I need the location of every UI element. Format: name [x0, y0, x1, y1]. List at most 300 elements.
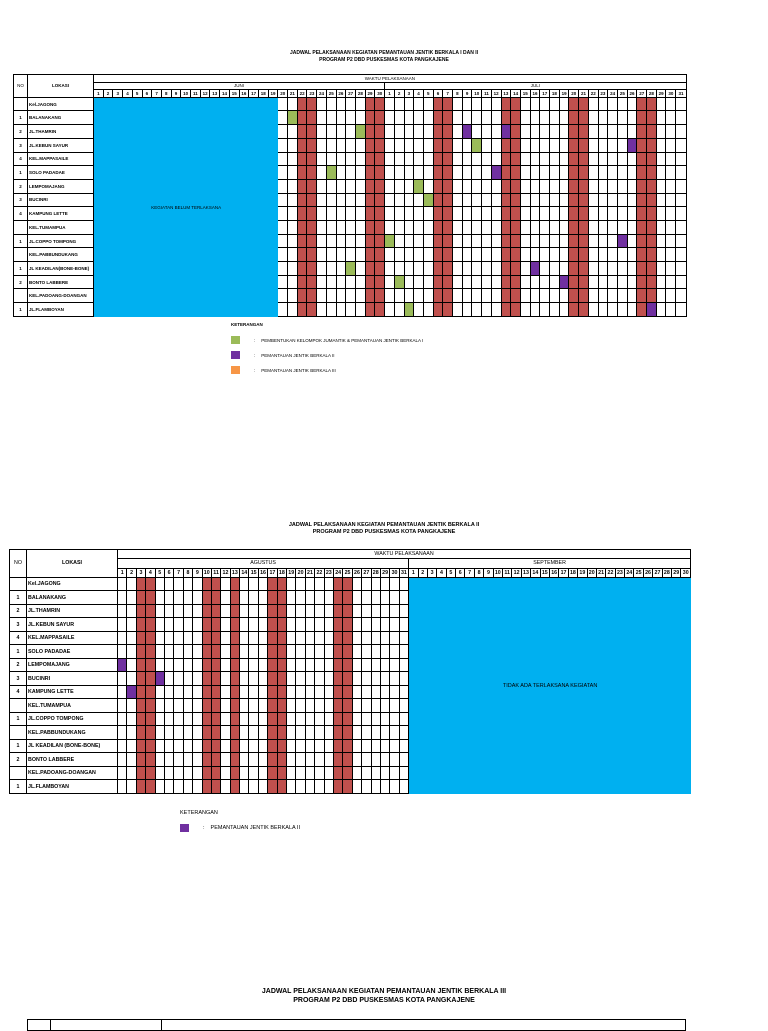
day-cell [414, 193, 424, 207]
day-cell [240, 631, 249, 645]
day-cell [617, 166, 627, 180]
day-cell [297, 262, 307, 276]
day-cell [598, 220, 608, 234]
day-cell [559, 179, 569, 193]
day-cell [287, 631, 296, 645]
day-cell [540, 289, 550, 303]
day-cell [287, 726, 296, 740]
day-cell [362, 753, 371, 767]
day-cell [453, 234, 463, 248]
day-cell [559, 275, 569, 289]
day-cell [183, 645, 192, 659]
day-cell [193, 618, 202, 632]
day-cell [608, 111, 618, 125]
row-no: 2 [10, 753, 27, 767]
day-cell [491, 262, 501, 276]
legend-swatch [231, 351, 240, 359]
day-cell [288, 152, 298, 166]
day-cell [404, 220, 414, 234]
day-cell [462, 193, 472, 207]
day-cell [174, 780, 183, 794]
row-lokasi: JL.KEBUN SAYUR [27, 618, 118, 632]
day-cell [608, 97, 618, 111]
day-number: 14 [532, 569, 539, 576]
day-cell [530, 303, 540, 317]
day-cell [617, 234, 627, 248]
day-cell [355, 111, 365, 125]
day-cell [491, 234, 501, 248]
day-cell [462, 166, 472, 180]
day-cell [288, 193, 298, 207]
schedule-2-title-line-1: JADWAL PELAKSANAAN KEGIATAN PEMANTAUAN JENTIK BERKALA II [288, 522, 480, 528]
day-cell [336, 234, 346, 248]
day-cell [550, 111, 560, 125]
col-no-header: NO [14, 75, 28, 98]
day-cell [155, 780, 164, 794]
day-cell [136, 780, 145, 794]
day-cell [305, 631, 314, 645]
day-number: 22 [607, 569, 614, 576]
day-cell [333, 618, 342, 632]
day-cell [423, 275, 433, 289]
day-number: 29 [656, 90, 666, 98]
row-no: 3 [10, 618, 27, 632]
day-cell [317, 275, 327, 289]
day-cell [326, 262, 336, 276]
day-cell [146, 672, 155, 686]
day-cell [230, 685, 239, 699]
day-cell [390, 658, 399, 672]
col-no-header: NO [10, 550, 27, 578]
day-cell [315, 645, 324, 659]
day-cell [326, 97, 336, 111]
day-cell [390, 604, 399, 618]
day-number: 17 [560, 569, 567, 576]
day-cell [371, 766, 380, 780]
day-cell [336, 303, 346, 317]
day-number: 25 [326, 90, 336, 98]
day-cell [647, 125, 657, 139]
day-number: 23 [598, 90, 608, 98]
day-cell [433, 303, 443, 317]
day-cell [249, 631, 258, 645]
schedule-2-title [0, 522, 768, 537]
day-cell [550, 125, 560, 139]
day-cell [676, 111, 687, 125]
day-cell [297, 234, 307, 248]
day-cell [617, 207, 627, 221]
day-cell [343, 645, 352, 659]
day-cell [598, 248, 608, 262]
day-cell [296, 766, 305, 780]
day-cell [249, 591, 258, 605]
day-cell [333, 658, 342, 672]
day-cell [627, 234, 637, 248]
day-cell [307, 262, 317, 276]
day-cell [501, 289, 511, 303]
day-number: 4 [123, 90, 133, 98]
day-cell [559, 125, 569, 139]
day-cell [317, 262, 327, 276]
day-number: 11 [504, 569, 511, 576]
day-cell [221, 645, 230, 659]
day-cell [371, 726, 380, 740]
day-cell [346, 138, 356, 152]
day-cell [268, 766, 277, 780]
day-cell [404, 166, 414, 180]
day-number: 16 [530, 90, 540, 98]
day-cell [569, 248, 579, 262]
day-cell [647, 166, 657, 180]
day-cell [343, 618, 352, 632]
day-cell [569, 303, 579, 317]
day-cell [315, 739, 324, 753]
day-cell [174, 631, 183, 645]
day-cell [550, 207, 560, 221]
day-cell [324, 658, 333, 672]
day-cell [550, 138, 560, 152]
day-cell [297, 220, 307, 234]
day-number: 30 [375, 90, 385, 98]
day-cell [491, 275, 501, 289]
day-cell [315, 672, 324, 686]
day-cell [579, 234, 589, 248]
day-cell [202, 766, 211, 780]
row-lokasi: JL.FLAMBOYAN [28, 303, 94, 317]
day-cell [530, 248, 540, 262]
day-cell [362, 631, 371, 645]
day-cell [146, 618, 155, 632]
day-cell [297, 275, 307, 289]
day-cell [520, 166, 530, 180]
day-cell [375, 179, 385, 193]
day-cell [346, 207, 356, 221]
day-cell [617, 220, 627, 234]
day-cell [127, 739, 136, 753]
day-cell [336, 262, 346, 276]
day-cell [559, 138, 569, 152]
day-cell [240, 658, 249, 672]
day-number: 9 [462, 90, 472, 98]
day-cell [221, 658, 230, 672]
day-cell [501, 303, 511, 317]
day-cell [453, 152, 463, 166]
day-cell [530, 234, 540, 248]
day-cell [211, 712, 220, 726]
day-cell [352, 780, 361, 794]
day-number: 27 [637, 90, 647, 98]
day-cell [346, 193, 356, 207]
row-no [14, 97, 28, 111]
day-cell [462, 220, 472, 234]
day-cell [559, 220, 569, 234]
day-cell [399, 766, 408, 780]
day-cell [385, 125, 395, 139]
day-cell [617, 303, 627, 317]
day-cell [296, 685, 305, 699]
day-number: 12 [513, 569, 520, 576]
day-cell [569, 234, 579, 248]
day-cell [202, 618, 211, 632]
day-cell [297, 97, 307, 111]
day-cell [336, 289, 346, 303]
day-number: 9 [484, 568, 493, 577]
day-cell [627, 303, 637, 317]
day-cell [656, 275, 666, 289]
day-cell [346, 97, 356, 111]
day-cell [676, 303, 687, 317]
day-cell [588, 152, 598, 166]
schedule-1-title-line-2: PROGRAM P2 DBD PUSKESMAS KOTA PANGKAJENE [319, 56, 449, 63]
day-cell [453, 289, 463, 303]
day-cell [482, 138, 492, 152]
day-cell [365, 166, 375, 180]
day-cell [404, 289, 414, 303]
day-cell [637, 179, 647, 193]
day-cell [288, 138, 298, 152]
day-cell [656, 248, 666, 262]
day-cell [155, 685, 164, 699]
day-cell [472, 234, 482, 248]
day-cell [390, 780, 399, 794]
day-cell [202, 672, 211, 686]
day-cell [333, 780, 342, 794]
day-cell [193, 672, 202, 686]
day-cell [355, 179, 365, 193]
day-cell [202, 658, 211, 672]
day-cell [324, 699, 333, 713]
day-cell [315, 631, 324, 645]
day-cell [305, 780, 314, 794]
day-cell [296, 780, 305, 794]
day-cell [530, 193, 540, 207]
day-cell [385, 166, 395, 180]
day-cell [211, 631, 220, 645]
day-cell [118, 658, 127, 672]
day-cell [307, 234, 317, 248]
day-cell [423, 303, 433, 317]
day-number: 11 [191, 90, 201, 98]
day-cell [540, 166, 550, 180]
day-cell [324, 672, 333, 686]
day-cell [380, 591, 389, 605]
day-cell [136, 591, 145, 605]
day-cell [296, 712, 305, 726]
day-cell [375, 152, 385, 166]
day-cell [324, 591, 333, 605]
row-no: 2 [10, 604, 27, 618]
day-cell [221, 631, 230, 645]
day-cell [511, 152, 521, 166]
day-cell [317, 207, 327, 221]
day-cell [520, 207, 530, 221]
day-cell [136, 604, 145, 618]
day-number: 13 [501, 90, 511, 98]
day-cell [472, 289, 482, 303]
day-cell [511, 138, 521, 152]
day-cell [647, 289, 657, 303]
day-cell [598, 138, 608, 152]
day-cell [472, 303, 482, 317]
day-cell [240, 753, 249, 767]
row-no: 3 [14, 138, 28, 152]
day-number: 27 [363, 569, 370, 576]
day-cell [380, 699, 389, 713]
day-cell [315, 766, 324, 780]
row-lokasi: JL.THAMRIN [27, 604, 118, 618]
day-cell [627, 207, 637, 221]
day-cell [520, 179, 530, 193]
day-cell [371, 753, 380, 767]
day-cell [423, 97, 433, 111]
day-cell [404, 138, 414, 152]
day-number: 4 [414, 90, 424, 98]
day-cell [183, 766, 192, 780]
day-cell [155, 726, 164, 740]
day-cell [627, 97, 637, 111]
day-cell [118, 631, 127, 645]
row-no: 1 [10, 739, 27, 753]
day-cell [315, 618, 324, 632]
day-cell [588, 166, 598, 180]
day-cell [343, 672, 352, 686]
day-cell [365, 248, 375, 262]
day-cell [627, 262, 637, 276]
day-cell [230, 577, 239, 591]
day-number: 19 [579, 569, 586, 576]
day-cell [155, 631, 164, 645]
day-cell [336, 125, 346, 139]
day-cell [240, 672, 249, 686]
day-cell [380, 766, 389, 780]
day-cell [656, 193, 666, 207]
waktu-pelaksanaan-header: WAKTU PELAKSANAAN [94, 75, 687, 83]
day-cell [637, 234, 647, 248]
day-cell [511, 262, 521, 276]
day-cell [127, 685, 136, 699]
day-number: 14 [241, 569, 248, 576]
day-cell [315, 685, 324, 699]
day-cell [193, 753, 202, 767]
day-cell [315, 726, 324, 740]
day-cell [307, 289, 317, 303]
day-cell [404, 275, 414, 289]
day-number: 3 [427, 568, 436, 577]
day-cell [559, 248, 569, 262]
day-cell [579, 125, 589, 139]
day-cell [637, 275, 647, 289]
row-lokasi: KEL.PADOANG-DOANGAN [28, 289, 94, 303]
day-cell [501, 111, 511, 125]
day-cell [404, 111, 414, 125]
day-cell [221, 726, 230, 740]
day-cell [569, 152, 579, 166]
day-cell [462, 207, 472, 221]
row-no: 2 [14, 275, 28, 289]
day-cell [155, 577, 164, 591]
day-cell [394, 97, 404, 111]
day-cell [307, 303, 317, 317]
day-cell [277, 780, 286, 794]
day-cell [375, 97, 385, 111]
day-cell [174, 739, 183, 753]
schedule-2-overlay-text: TIDAK ADA TERLAKSANA KEGIATAN [502, 682, 598, 689]
day-cell [305, 766, 314, 780]
row-lokasi: KEL.MAPPASAILE [28, 152, 94, 166]
day-cell [336, 248, 346, 262]
day-cell [249, 645, 258, 659]
day-cell [399, 591, 408, 605]
day-cell [127, 631, 136, 645]
day-cell [375, 166, 385, 180]
day-cell [183, 618, 192, 632]
day-cell [666, 111, 676, 125]
day-cell [155, 645, 164, 659]
day-cell [472, 97, 482, 111]
day-cell [520, 111, 530, 125]
day-cell [656, 138, 666, 152]
day-cell [453, 207, 463, 221]
day-cell [394, 166, 404, 180]
day-cell [258, 658, 267, 672]
day-cell [423, 166, 433, 180]
day-cell [174, 699, 183, 713]
day-cell [423, 220, 433, 234]
day-cell [569, 262, 579, 276]
day-cell [146, 753, 155, 767]
day-cell [193, 766, 202, 780]
day-cell [164, 577, 173, 591]
day-cell [385, 262, 395, 276]
day-cell [559, 193, 569, 207]
day-cell [462, 152, 472, 166]
day-cell [414, 111, 424, 125]
row-lokasi: SOLO PADADAE [28, 166, 94, 180]
day-cell [230, 658, 239, 672]
day-cell [221, 591, 230, 605]
day-cell [297, 207, 307, 221]
schedule-3-title-line-2: PROGRAM P2 DBD PUSKESMAS KOTA PANGKAJENE [293, 997, 475, 1005]
day-cell [365, 97, 375, 111]
day-cell [307, 275, 317, 289]
day-number: 6 [433, 90, 443, 98]
day-cell [433, 234, 443, 248]
day-cell [258, 672, 267, 686]
day-cell [317, 97, 327, 111]
day-cell [453, 97, 463, 111]
day-cell [136, 766, 145, 780]
day-cell [258, 618, 267, 632]
day-cell [336, 138, 346, 152]
day-number: 20 [569, 90, 579, 98]
day-cell [230, 618, 239, 632]
day-cell [202, 780, 211, 794]
day-cell [315, 699, 324, 713]
day-cell [118, 591, 127, 605]
day-number: 18 [569, 569, 576, 576]
day-cell [146, 631, 155, 645]
day-cell [164, 604, 173, 618]
day-cell [297, 111, 307, 125]
day-cell [193, 658, 202, 672]
day-cell [443, 289, 453, 303]
day-cell [399, 780, 408, 794]
day-cell [399, 577, 408, 591]
day-cell [277, 658, 286, 672]
schedule-3-title-line-1: JADWAL PELAKSANAAN KEGIATAN PEMANTAUAN JENTIK BERKALA III [261, 988, 507, 995]
day-cell [501, 248, 511, 262]
day-cell [656, 262, 666, 276]
